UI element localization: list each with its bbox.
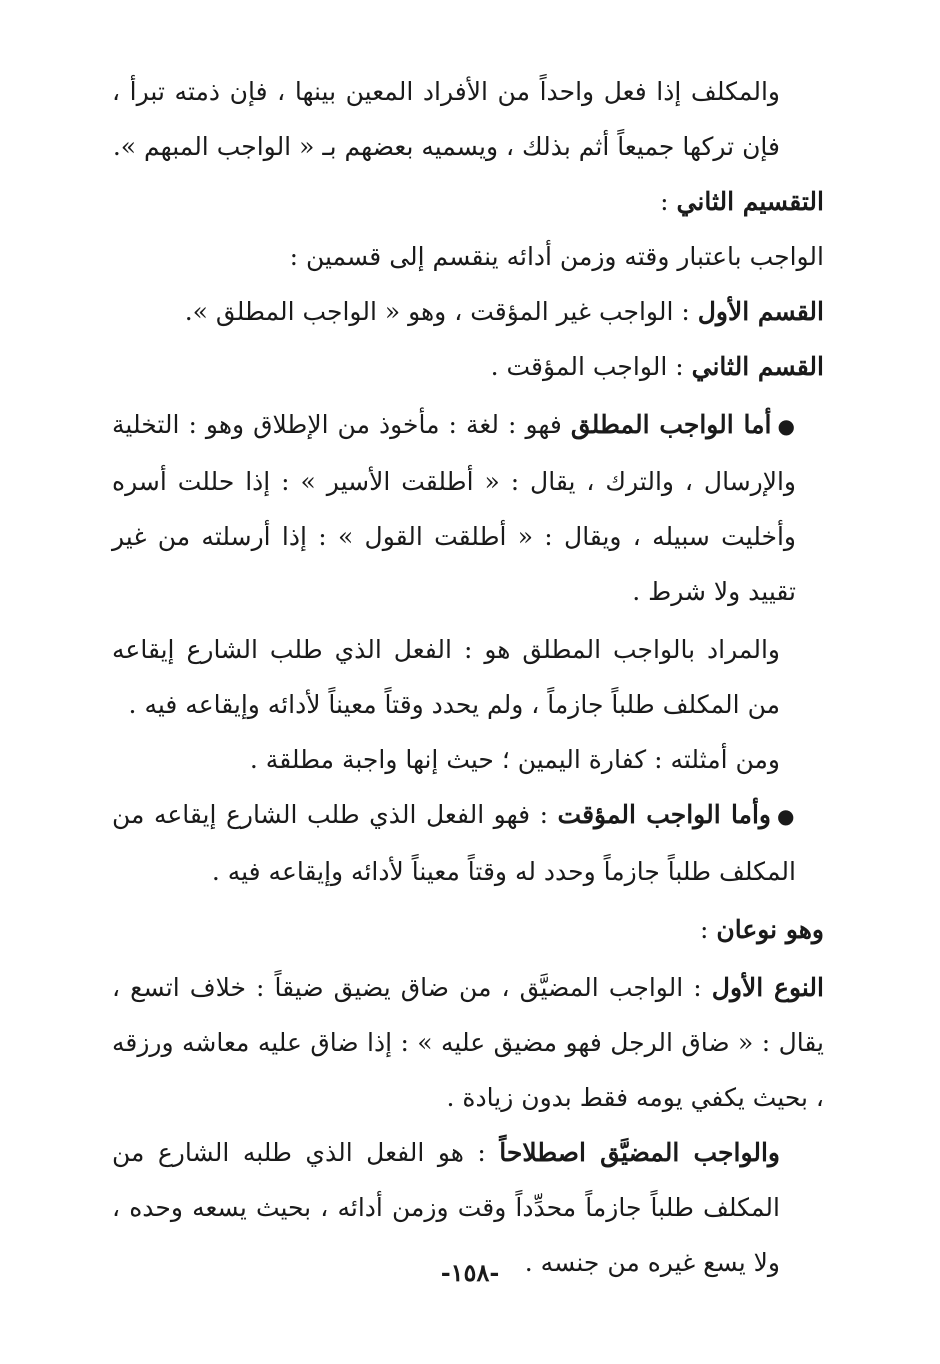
subsection-heading: النوع الأول bbox=[711, 973, 824, 1002]
paragraph-4 bbox=[112, 284, 824, 339]
paragraph-text: : فهو الفعل الذي طلب الشارع إيقاعه من المكلف طلباً جازماً وحدد له وقتاً معيناً لأدائه وإيقاعه فيه . bbox=[112, 800, 796, 886]
paragraph-10 bbox=[112, 902, 824, 957]
subsection-heading: القسم الثاني bbox=[691, 352, 824, 381]
bullet-icon: ● bbox=[777, 414, 796, 438]
paragraph-text: والمكلف إذا فعل واحداً من الأفراد المعين بينها ، فإن ذمته تبرأ ، فإن تركها جميعاً أثم بذلك ، ويسميه بعضهم بـ « الواجب المبهم ». bbox=[112, 77, 780, 161]
paragraph-3 bbox=[112, 229, 824, 284]
page-body bbox=[112, 64, 824, 1290]
paragraph-11 bbox=[112, 960, 824, 1125]
paragraph-text: والمراد بالواجب المطلق هو : الفعل الذي طلب الشارع إيقاعه من المكلف طلباً جازماً ، ولم يحدد وقتاً معيناً لأدائه وإيقاعه فيه . bbox=[112, 635, 780, 719]
paragraph-8 bbox=[112, 732, 824, 787]
section-heading: التقسيم الثاني bbox=[676, 187, 824, 216]
paragraph-text: : bbox=[660, 187, 677, 216]
paragraph-6 bbox=[112, 397, 824, 619]
paragraph-text: ومن أمثلته : كفارة اليمين ؛ حيث إنها واجبة مطلقة . bbox=[249, 745, 780, 774]
term-heading: أما الواجب المطلق bbox=[570, 410, 772, 439]
page-number: -١٥٨- bbox=[440, 1258, 500, 1287]
paragraph-text: : هو الفعل الذي طلبه الشارع من المكلف طلباً جازماً محدِّداً وقت وزمن أدائه ، بحيث يسعه وحده ، ولا يسع غيره من جنسه . bbox=[112, 1138, 780, 1277]
paragraph-text: : الواجب غير المؤقت ، وهو « الواجب المطلق ». bbox=[184, 297, 698, 326]
paragraph-5 bbox=[112, 339, 824, 394]
paragraph-1 bbox=[112, 64, 824, 174]
bullet-icon: ● bbox=[776, 804, 796, 828]
paragraph-9 bbox=[112, 787, 824, 899]
paragraph-text: : الواجب المضيَّق ، من ضاق يضيق ضيقاً : خلاف اتسع ، يقال : « ضاق الرجل فهو مضيق عليه » : إذا ضاق عليه معاشه ورزقه ، بحيث يكفي يومه فقط بدون زيادة . bbox=[112, 973, 824, 1112]
paragraph-text: الواجب باعتبار وقته وزمن أدائه ينقسم إلى قسمين : bbox=[289, 242, 824, 271]
subsection-heading: وهو نوعان bbox=[716, 915, 824, 944]
paragraph-text: : bbox=[699, 915, 717, 944]
paragraph-text: : الواجب المؤقت . bbox=[490, 352, 692, 381]
paragraph-text: فهو : لغة : مأخوذ من الإطلاق وهو : التخلية والإرسال ، والترك ، يقال : « أطلقت الأسير » : إذا حللت أسره وأخليت سبيله ، ويقال : « أطلقت القول » : إذا أرسلته من غير تقييد ولا شرط . bbox=[112, 410, 796, 606]
subsection-heading: القسم الأول bbox=[697, 297, 824, 326]
term-heading: والواجب المضيَّق اصطلاحاً bbox=[499, 1138, 780, 1167]
paragraph-2 bbox=[112, 174, 824, 229]
paragraph-7 bbox=[112, 622, 824, 732]
term-heading: وأما الواجب المؤقت bbox=[557, 800, 771, 829]
